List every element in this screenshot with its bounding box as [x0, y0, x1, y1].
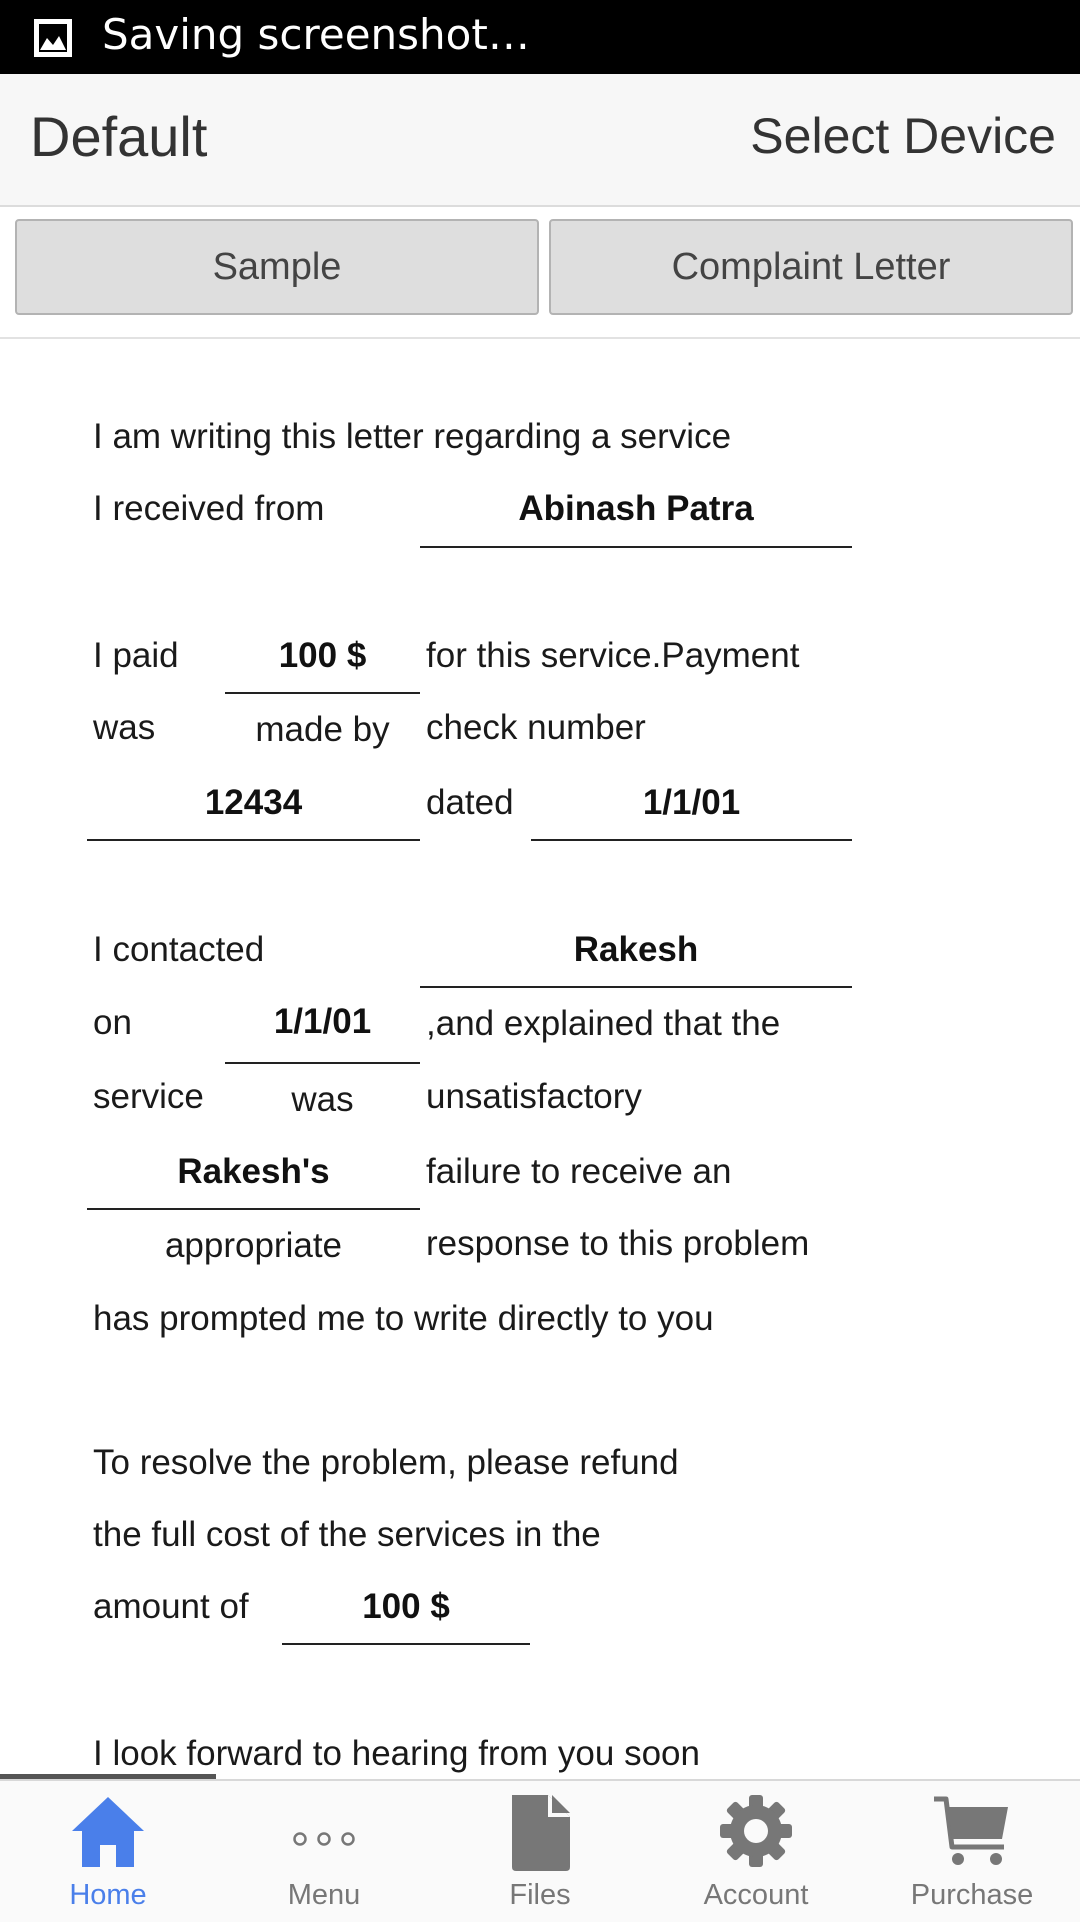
letter-text: dated — [426, 783, 514, 822]
image-icon — [32, 17, 74, 59]
letter-text: has prompted me to write directly to you — [93, 1299, 714, 1338]
tab-bar — [0, 207, 1080, 339]
field-underline — [225, 692, 420, 694]
letter-text: I paid — [93, 636, 179, 675]
cart-icon — [932, 1791, 1012, 1871]
letter-text: I am writing this letter regarding a service — [93, 417, 732, 456]
gear-icon — [716, 1791, 796, 1871]
status-bar — [0, 0, 1080, 74]
field-underline — [531, 839, 852, 841]
page-title: Default — [30, 105, 208, 168]
nav-label: Account — [703, 1879, 809, 1911]
nav-menu[interactable] — [216, 1781, 432, 1922]
field-underline — [87, 1208, 420, 1210]
contact-date-field[interactable]: 1/1/01 — [273, 1002, 372, 1041]
letter-text: check number — [426, 708, 646, 747]
tab-sample[interactable]: Sample — [15, 219, 539, 315]
home-icon — [68, 1791, 148, 1871]
letter-text: amount of — [93, 1587, 249, 1626]
letter-text: appropriate — [164, 1226, 343, 1265]
field-underline — [420, 546, 852, 548]
letter-text: response to this problem — [426, 1224, 810, 1263]
letter-text: ,and explained that the — [426, 1004, 781, 1043]
field-underline — [225, 1062, 420, 1064]
received-from-field[interactable]: Abinash Patra — [518, 489, 754, 528]
refund-amount-field[interactable]: 100 $ — [362, 1587, 450, 1626]
letter-text: failure to receive an — [426, 1152, 732, 1191]
contacted-person-field[interactable]: Rakesh — [573, 930, 699, 969]
tab-complaint-letter[interactable]: Complaint Letter — [549, 219, 1073, 315]
letter-text: was — [291, 1080, 354, 1119]
nav-label: Menu — [287, 1879, 361, 1911]
nav-label: Home — [69, 1879, 147, 1911]
nav-home[interactable] — [0, 1781, 216, 1922]
status-text: Saving screenshot… — [102, 10, 530, 59]
letter-text: unsatisfactory — [426, 1077, 642, 1116]
nav-label: Purchase — [910, 1879, 1034, 1911]
nav-account[interactable] — [648, 1781, 864, 1922]
app-header — [0, 74, 1080, 207]
letter-text: was — [93, 708, 156, 747]
field-underline — [282, 1643, 530, 1645]
letter-text: service — [93, 1077, 204, 1116]
letter-text: the full cost of the services in the — [93, 1515, 601, 1554]
possessive-name-field[interactable]: Rakesh's — [177, 1152, 330, 1191]
field-underline — [420, 986, 852, 988]
field-underline — [87, 839, 420, 841]
letter-text: for this service.Payment — [426, 636, 800, 675]
paid-amount-field[interactable]: 100 $ — [278, 636, 367, 675]
letter-text: on — [93, 1003, 132, 1042]
payment-date-field[interactable]: 1/1/01 — [642, 783, 741, 822]
more-dots-icon — [284, 1791, 364, 1871]
letter-text: I look forward to hearing from you soon — [93, 1734, 700, 1773]
letter-text: I received from — [93, 489, 325, 528]
letter-text: To resolve the problem, please refund — [93, 1443, 679, 1482]
nav-purchase[interactable] — [864, 1781, 1080, 1922]
select-device-button[interactable]: Select Device — [750, 108, 1056, 164]
file-icon — [500, 1791, 580, 1871]
letter-text: made by — [255, 710, 390, 749]
bottom-nav — [0, 1779, 1080, 1922]
nav-label: Files — [509, 1879, 571, 1911]
letter-text: I contacted — [93, 930, 265, 969]
check-number-field[interactable]: 12434 — [204, 783, 303, 822]
nav-files[interactable] — [432, 1781, 648, 1922]
